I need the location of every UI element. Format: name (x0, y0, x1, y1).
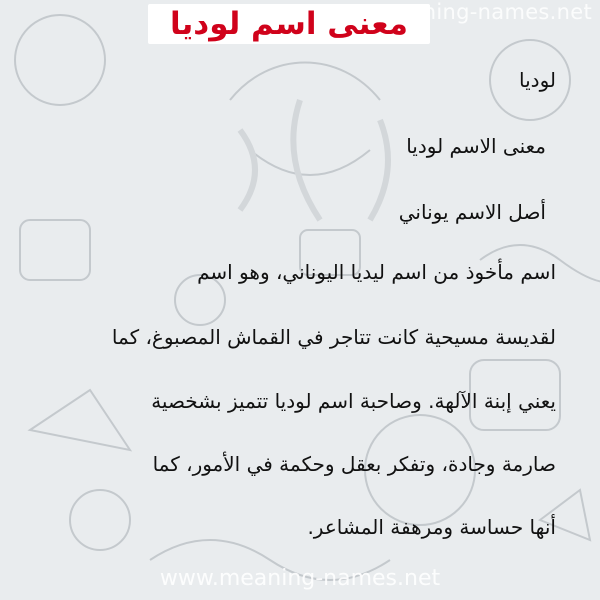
origin-line: أصل الاسم يوناني (398, 200, 546, 224)
description-line-2: لقديسة مسيحية كانت تتاجر في القماش المصبوغ، كما (111, 325, 556, 349)
page-title: معنى اسم لوديا (170, 6, 408, 42)
name-line: لوديا (519, 68, 556, 92)
description-line-5: أنها حساسة ومرهفة المشاعر. (307, 515, 556, 539)
meaning-heading: معنى الاسم لوديا (406, 134, 546, 158)
watermark-top: meaning-names.net (375, 0, 592, 24)
description-line-4: صارمة وجادة، وتفكر بعقل وحكمة في الأمور، كما (152, 452, 556, 476)
description-line-3: يعني إبنة الآلهة. وصاحبة اسم لوديا تتميز بشخصية (151, 389, 556, 413)
description-line-1: اسم مأخوذ من اسم ليديا اليوناني، وهو اسم (197, 260, 556, 284)
watermark-bottom: www.meaning-names.net (159, 566, 441, 591)
